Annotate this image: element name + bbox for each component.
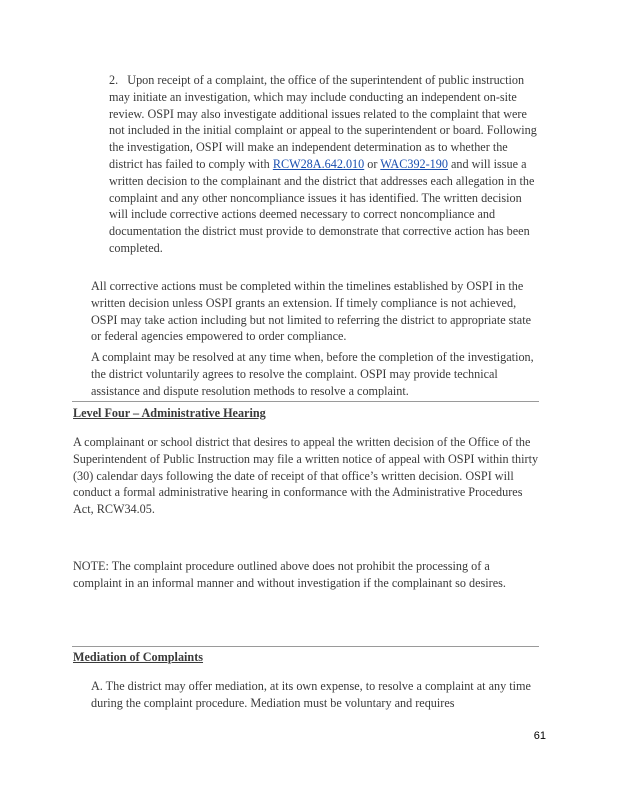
mediation-a-text: A. The district may offer mediation, at its own expense, to resolve a complaint at any time during the complaint procedure. Mediation must be voluntary and requires xyxy=(91,679,531,710)
mediation-heading: Mediation of Complaints xyxy=(73,650,204,664)
page-number: 61 xyxy=(533,730,546,742)
wac-link[interactable]: WAC392-190 xyxy=(380,156,448,171)
item-2-number: 2. xyxy=(109,73,119,87)
level-four-paragraph xyxy=(73,434,539,518)
item-2-paragraph xyxy=(109,72,539,257)
item-2-text-part-b: and will issue a written decision to the complainant and the district that addresses each allegation in the complaint and any other noncompliance issues it has identified. The written decision will include corrective actions deemed necessary to correct noncompliance and documentation the district must provide to demonstrate that corrective action has been completed. xyxy=(109,156,535,255)
level-four-heading: Level Four – Administrative Hearing xyxy=(73,406,266,420)
corrective-actions-text: All corrective actions must be completed within the timelines established by OSPI in the written decision unless OSPI grants an extension. If timely compliance is not achieved, OSPI may take action including but not limited to referring the district to appropriate state or federal agencies empowered to order compliance. xyxy=(91,279,531,344)
corrective-actions-paragraph xyxy=(91,278,539,345)
note-text: NOTE: The complaint procedure outlined above does not prohibit the processing of a complaint in an informal manner and without investigation if the complainant so desires. xyxy=(73,559,506,590)
mediation-a-paragraph xyxy=(91,678,539,712)
rcw-link[interactable]: RCW28A.642.010 xyxy=(272,156,365,171)
resolved-text: A complaint may be resolved at any time when, before the completion of the investigation, the district voluntarily agrees to resolve the complaint. OSPI may provide technical assistance and dispute resolution methods to resolve a complaint. xyxy=(91,350,534,398)
or-text: or xyxy=(364,156,381,171)
level-four-text: A complainant or school district that desires to appeal the written decision of the Office of the Superintendent of Public Instruction may file a written notice of appeal with OSPI within thirty (30) calendar days following the date of receipt of that office’s written decision. OSPI will conduct a formal administrative hearing in conformance with the Administrative Procedures Act, RCW34.05. xyxy=(73,435,539,517)
divider-line-2 xyxy=(72,646,539,647)
resolved-paragraph xyxy=(91,349,539,399)
divider-line-1 xyxy=(72,401,539,402)
item-2-text-part-a: Upon receipt of a complaint, the office of the superintendent of public instruction may initiate an investigation, which may include conducting an independent on-site review. OSPI may also investigate additional issues related to the complaint that were not included in the initial complaint or appeal to the superintendent or board. Following the investigation, OSPI will make an independent determination as to whether the district has failed to comply with xyxy=(109,73,537,171)
note-paragraph xyxy=(73,558,539,592)
